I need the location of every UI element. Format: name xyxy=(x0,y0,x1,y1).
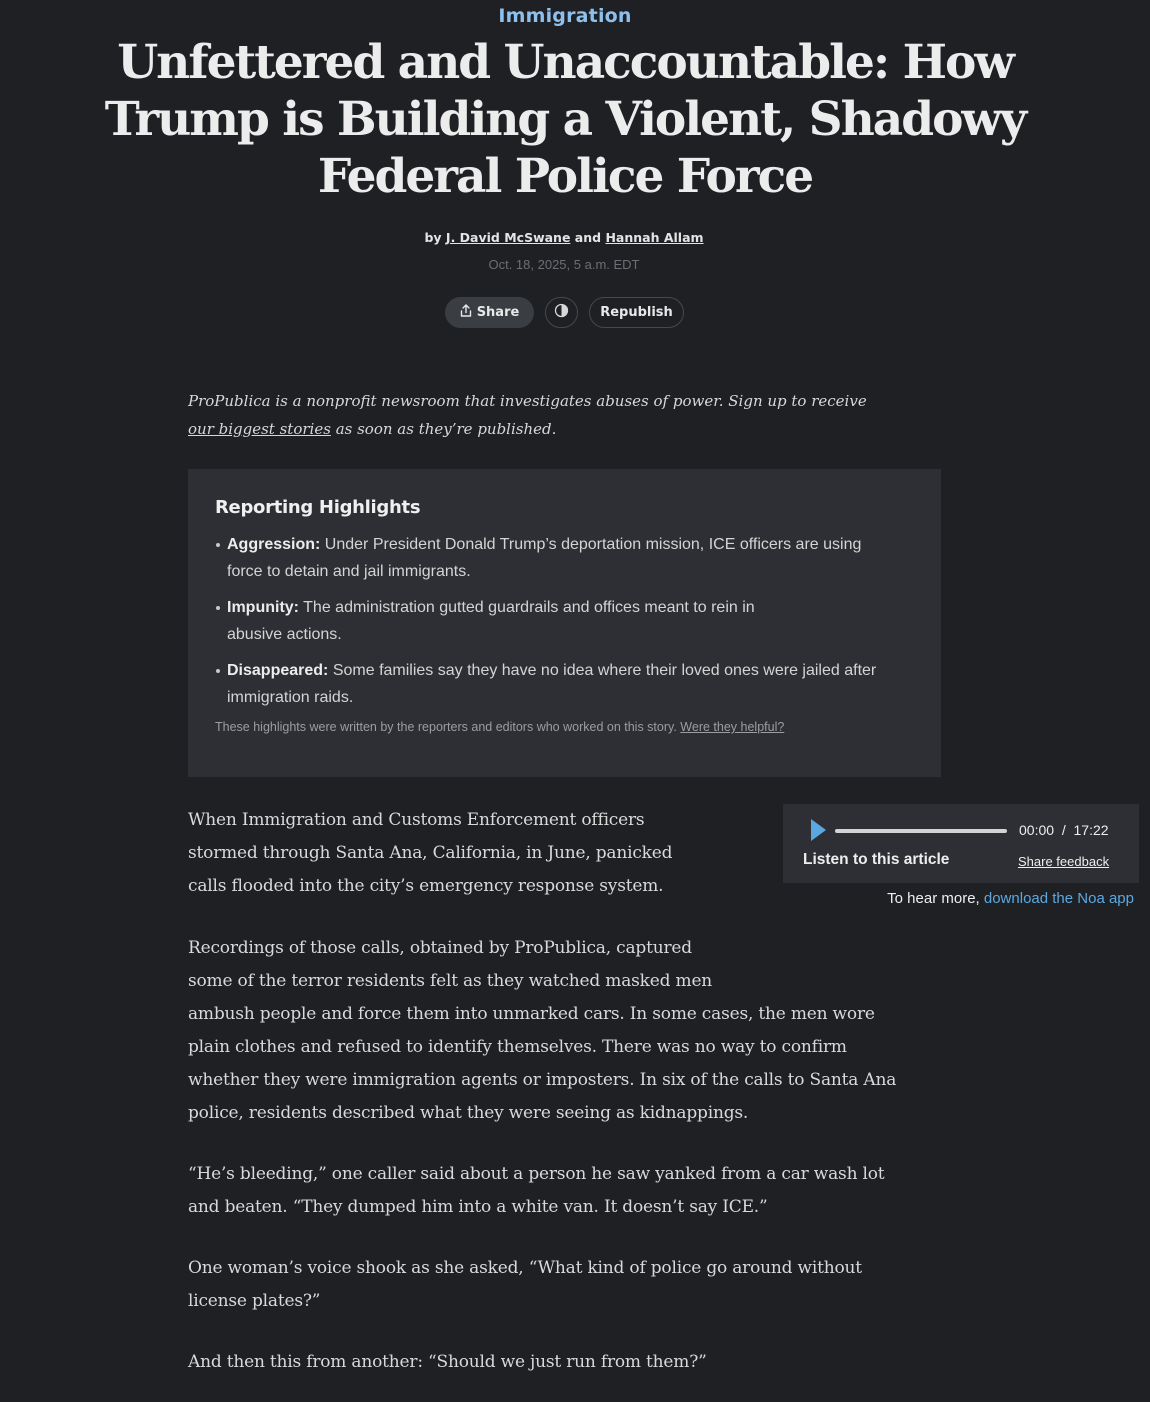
highlight-item xyxy=(227,531,914,585)
share-label: Share xyxy=(476,305,520,320)
highlight-label: Impunity: xyxy=(227,599,299,616)
author-link-allam[interactable]: Hannah Allam xyxy=(605,230,704,245)
intro-text-after: as soon as they’re published. xyxy=(335,420,557,438)
noa-download-link[interactable]: download the Noa app xyxy=(983,890,1134,907)
body-paragraph-2 xyxy=(188,932,896,1130)
article-headline: Unfettered and Unaccountable: How Trump is Building a Violent, Shadowy Federal Police Force xyxy=(104,35,1026,204)
highlight-item xyxy=(227,657,914,711)
audio-current-time: 00:00 xyxy=(1019,822,1055,838)
section-kicker[interactable]: Immigration xyxy=(498,5,632,27)
author-link-mcswane[interactable]: J. David McSwane xyxy=(445,230,571,245)
publish-date: Oct. 18, 2025, 5 a.m. EDT xyxy=(488,257,640,272)
audio-progress-bar[interactable] xyxy=(835,829,1007,833)
newsletter-signup-link[interactable]: our biggest stories xyxy=(188,420,331,438)
reporting-highlights xyxy=(188,469,941,777)
body-line: and beaten. “They dumped him into a white van. It doesn’t say ICE.” xyxy=(188,1197,768,1217)
body-paragraph-4 xyxy=(188,1252,862,1318)
share-button[interactable] xyxy=(445,297,534,328)
share-feedback-link[interactable]: Share feedback xyxy=(1018,854,1110,869)
byline-prefix: by xyxy=(424,230,442,245)
body-paragraph-3 xyxy=(188,1158,884,1224)
body-paragraph-5 xyxy=(188,1346,707,1379)
body-line: whether they were immigration agents or imposters. In six of the calls to Santa Ana xyxy=(188,1070,897,1090)
body-line: “He’s bleeding,” one caller said about a person he saw yanked from a car wash lot xyxy=(188,1164,885,1184)
noa-promo xyxy=(783,890,1134,907)
body-line: Recordings of those calls, obtained by ProPublica, captured xyxy=(188,938,692,958)
body-line: plain clothes and refused to identify themselves. There was no way to confirm xyxy=(188,1037,847,1057)
highlight-label: Aggression: xyxy=(227,536,321,553)
body-line: One woman’s voice shook as she asked, “What kind of police go around without xyxy=(188,1258,862,1278)
highlights-list xyxy=(215,531,914,711)
listen-label: Listen to this article xyxy=(803,851,950,868)
highlights-note-text: These highlights were written by the reporters and editors who worked on this story. xyxy=(215,720,677,734)
highlights-title: Reporting Highlights xyxy=(215,497,421,518)
body-paragraph-1 xyxy=(188,804,672,903)
highlight-text: Some families say they have no idea where their loved ones were jailed after immigration raids. xyxy=(227,662,877,706)
contrast-icon xyxy=(554,303,569,323)
body-line: police, residents described what they were seeing as kidnappings. xyxy=(188,1103,749,1123)
intro-text-before: ProPublica is a nonprofit newsroom that investigates abuses of power. Sign up to receive xyxy=(188,392,867,410)
share-icon xyxy=(460,304,472,321)
intro-note xyxy=(188,387,868,443)
highlight-item xyxy=(227,594,914,648)
highlights-feedback-link[interactable]: Were they helpful? xyxy=(680,720,785,734)
body-line: calls flooded into the city’s emergency response system. xyxy=(188,876,664,896)
byline xyxy=(0,230,1128,245)
audio-player xyxy=(783,804,1139,883)
audio-time xyxy=(1019,822,1109,838)
body-line: And then this from another: “Should we just run from them?” xyxy=(188,1352,707,1372)
contrast-toggle-button[interactable] xyxy=(545,297,578,328)
audio-duration: 17:22 xyxy=(1073,822,1109,838)
noa-promo-text: To hear more, xyxy=(887,890,980,907)
body-line: When Immigration and Customs Enforcement officers xyxy=(188,810,645,830)
highlight-text: Under President Donald Trump’s deportation mission, ICE officers are using force to detain and jail immigrants. xyxy=(227,536,862,580)
body-line: ambush people and force them into unmarked cars. In some cases, the men wore xyxy=(188,1004,875,1024)
play-icon[interactable] xyxy=(811,819,826,841)
byline-conjunction: and xyxy=(574,230,602,245)
highlight-label: Disappeared: xyxy=(227,662,329,679)
body-line: some of the terror residents felt as they watched masked men xyxy=(188,971,713,991)
body-line: stormed through Santa Ana, California, in June, panicked xyxy=(188,843,673,863)
highlights-note xyxy=(215,720,914,734)
republish-button[interactable]: Republish xyxy=(589,297,684,328)
audio-time-separator: / xyxy=(1061,822,1066,838)
highlight-text: The administration gutted guardrails and offices meant to rein in abusive actions. xyxy=(227,599,755,643)
body-line: license plates?” xyxy=(188,1291,321,1311)
